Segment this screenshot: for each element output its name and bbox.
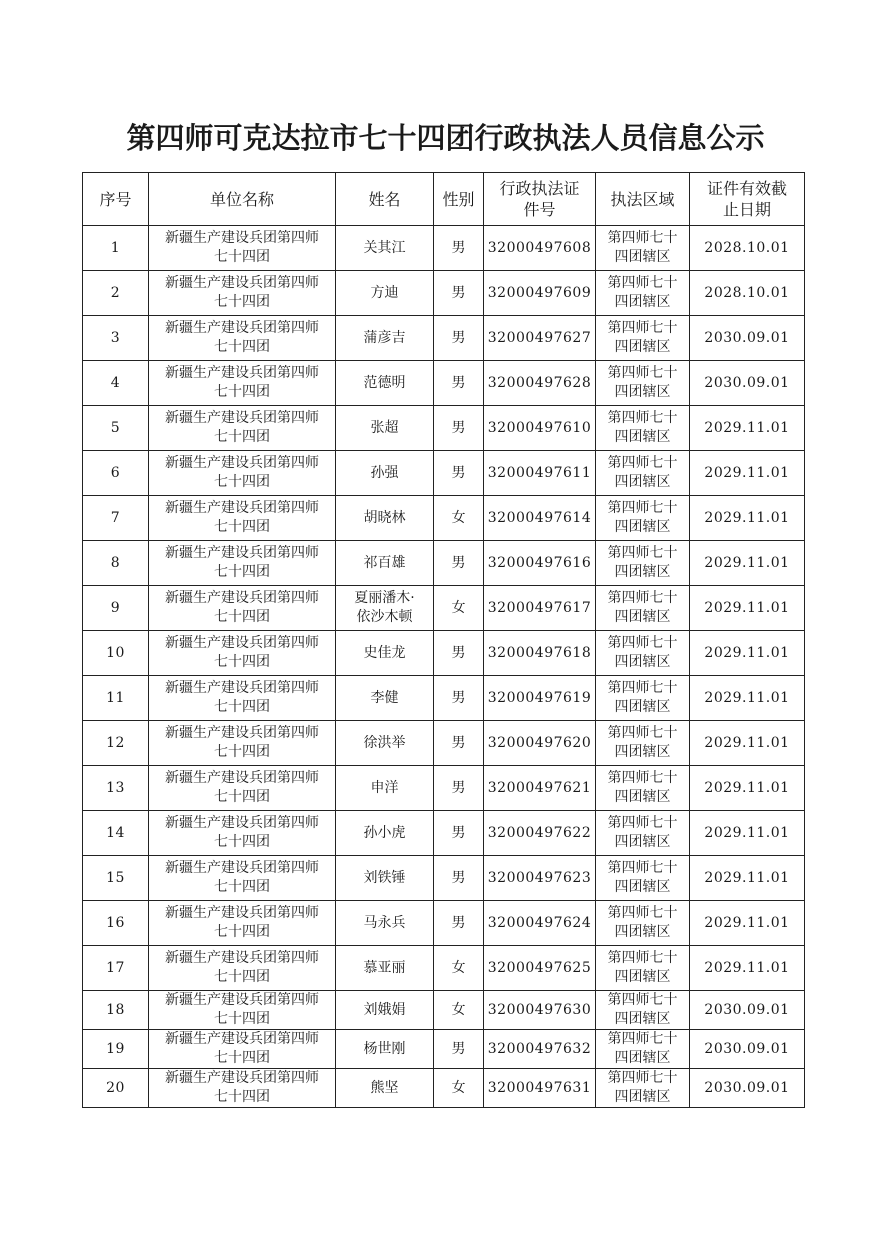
cell-unit	[149, 901, 336, 946]
personnel-table	[82, 172, 805, 1108]
table-row	[83, 271, 805, 316]
cell-name-line1: 史佳龙	[363, 644, 406, 661]
cell-area-line1: 第四师七十	[607, 860, 678, 876]
cell-name-line1: 范德明	[363, 374, 406, 391]
cell-area	[596, 226, 690, 271]
cell-unit-line1: 新疆生产建设兵团第四师	[165, 770, 319, 786]
cell-seq: 18	[83, 991, 149, 1030]
table-row	[83, 811, 805, 856]
cell-cert-number: 32000497617	[484, 586, 596, 631]
cell-cert-number: 32000497610	[484, 406, 596, 451]
cell-area	[596, 541, 690, 586]
cell-area	[596, 946, 690, 991]
cell-area-line1: 第四师七十	[607, 635, 678, 651]
cell-area-line1: 第四师七十	[607, 680, 678, 696]
cell-area-line1: 第四师七十	[607, 275, 678, 291]
cell-seq: 19	[83, 1030, 149, 1069]
cell-area	[596, 586, 690, 631]
cell-name	[336, 226, 434, 271]
cell-area-line2: 四团辖区	[614, 834, 671, 850]
page-title: 第四师可克达拉市七十四团行政执法人员信息公示	[126, 121, 765, 155]
cell-cert-number: 32000497631	[484, 1069, 596, 1108]
cell-cert-number: 32000497623	[484, 856, 596, 901]
cell-seq: 12	[83, 721, 149, 766]
cell-name-line2: 依沙木顿	[356, 609, 413, 625]
cell-name	[336, 271, 434, 316]
cell-name	[336, 361, 434, 406]
cell-name-line1: 方迪	[370, 284, 399, 301]
cell-cert-number: 32000497609	[484, 271, 596, 316]
cell-unit-line2: 七十四团	[214, 654, 270, 670]
header-cert	[484, 173, 596, 226]
cell-unit	[149, 226, 336, 271]
cell-name	[336, 721, 434, 766]
cell-area-line1: 第四师七十	[607, 500, 678, 516]
cell-cert-number: 32000497622	[484, 811, 596, 856]
cell-seq: 1	[83, 226, 149, 271]
cell-sex: 女	[434, 496, 484, 541]
cell-area	[596, 631, 690, 676]
header-valid-line2: 止日期	[722, 200, 771, 219]
cell-name-line1: 孙强	[370, 464, 399, 481]
cell-unit	[149, 586, 336, 631]
cell-area	[596, 316, 690, 361]
cell-unit-line2: 七十四团	[214, 384, 270, 400]
cell-area-line2: 四团辖区	[614, 1050, 671, 1066]
cell-area-line2: 四团辖区	[614, 969, 671, 985]
cell-sex: 男	[434, 811, 484, 856]
table-row	[83, 676, 805, 721]
table-row	[83, 1069, 805, 1108]
cell-area	[596, 901, 690, 946]
header-valid-date	[690, 173, 805, 226]
table-row	[83, 901, 805, 946]
cell-cert-number: 32000497620	[484, 721, 596, 766]
cell-area-line2: 四团辖区	[614, 339, 671, 355]
table-row	[83, 721, 805, 766]
cell-valid-date: 2029.11.01	[690, 676, 805, 721]
cell-unit	[149, 316, 336, 361]
cell-seq: 2	[83, 271, 149, 316]
cell-name-line1: 申洋	[370, 779, 399, 796]
cell-unit-line2: 七十四团	[214, 474, 270, 490]
cell-valid-date: 2030.09.01	[690, 1030, 805, 1069]
cell-unit	[149, 991, 336, 1030]
cell-area-line1: 第四师七十	[607, 950, 678, 966]
cell-cert-number: 32000497619	[484, 676, 596, 721]
cell-area-line1: 第四师七十	[607, 410, 678, 426]
cell-unit-line1: 新疆生产建设兵团第四师	[165, 230, 319, 246]
cell-unit-line2: 七十四团	[214, 249, 270, 265]
cell-seq: 10	[83, 631, 149, 676]
cell-cert-number: 32000497621	[484, 766, 596, 811]
cell-name-line1: 关其江	[363, 239, 406, 256]
cell-name	[336, 856, 434, 901]
cell-area	[596, 811, 690, 856]
cell-area	[596, 856, 690, 901]
cell-sex: 女	[434, 946, 484, 991]
cell-unit	[149, 631, 336, 676]
table-body	[83, 226, 805, 1108]
cell-unit-line2: 七十四团	[214, 519, 270, 535]
cell-valid-date: 2029.11.01	[690, 766, 805, 811]
cell-sex: 男	[434, 451, 484, 496]
cell-name	[336, 811, 434, 856]
cell-name-line1: 杨世刚	[363, 1040, 406, 1057]
cell-area-line1: 第四师七十	[607, 725, 678, 741]
cell-sex: 男	[434, 1030, 484, 1069]
cell-area	[596, 991, 690, 1030]
cell-unit	[149, 451, 336, 496]
cell-area-line2: 四团辖区	[614, 609, 671, 625]
cell-unit	[149, 811, 336, 856]
cell-cert-number: 32000497608	[484, 226, 596, 271]
cell-area-line1: 第四师七十	[607, 1070, 678, 1086]
cell-unit-line2: 七十四团	[214, 564, 270, 580]
header-valid-line1: 证件有效截	[706, 179, 787, 198]
cell-unit	[149, 721, 336, 766]
cell-cert-number: 32000497625	[484, 946, 596, 991]
cell-area-line2: 四团辖区	[614, 1011, 671, 1027]
cell-valid-date: 2030.09.01	[690, 316, 805, 361]
cell-area-line1: 第四师七十	[607, 455, 678, 471]
cell-cert-number: 32000497624	[484, 901, 596, 946]
cell-unit-line1: 新疆生产建设兵团第四师	[165, 1070, 319, 1086]
cell-unit-line1: 新疆生产建设兵团第四师	[165, 545, 319, 561]
cell-valid-date: 2030.09.01	[690, 1069, 805, 1108]
cell-name	[336, 316, 434, 361]
cell-cert-number: 32000497614	[484, 496, 596, 541]
cell-sex: 男	[434, 856, 484, 901]
cell-area-line2: 四团辖区	[614, 519, 671, 535]
cell-area-line2: 四团辖区	[614, 699, 671, 715]
table-row	[83, 496, 805, 541]
cell-sex: 女	[434, 1069, 484, 1108]
cell-valid-date: 2030.09.01	[690, 991, 805, 1030]
cell-name	[336, 451, 434, 496]
cell-area-line1: 第四师七十	[607, 815, 678, 831]
cell-seq: 20	[83, 1069, 149, 1108]
cell-name	[336, 1030, 434, 1069]
cell-sex: 男	[434, 766, 484, 811]
cell-valid-date: 2029.11.01	[690, 946, 805, 991]
cell-unit-line2: 七十四团	[214, 789, 270, 805]
cell-valid-date: 2029.11.01	[690, 901, 805, 946]
cell-name-line1: 胡晓林	[363, 509, 406, 526]
cell-unit-line1: 新疆生产建设兵团第四师	[165, 815, 319, 831]
cell-name	[336, 766, 434, 811]
cell-area	[596, 361, 690, 406]
cell-unit-line1: 新疆生产建设兵团第四师	[165, 860, 319, 876]
cell-area-line1: 第四师七十	[607, 545, 678, 561]
cell-valid-date: 2028.10.01	[690, 271, 805, 316]
cell-name	[336, 586, 434, 631]
cell-name-line1: 夏丽潘木·	[354, 590, 415, 606]
cell-unit-line2: 七十四团	[214, 1050, 270, 1066]
cell-area-line2: 四团辖区	[614, 294, 671, 310]
cell-seq: 11	[83, 676, 149, 721]
cell-sex: 男	[434, 676, 484, 721]
header-cert-line2: 件号	[523, 200, 556, 219]
cell-unit-line1: 新疆生产建设兵团第四师	[165, 680, 319, 696]
cell-name	[336, 946, 434, 991]
cell-unit-line1: 新疆生产建设兵团第四师	[165, 275, 319, 291]
cell-sex: 男	[434, 271, 484, 316]
cell-unit-line1: 新疆生产建设兵团第四师	[165, 590, 319, 606]
header-name: 姓名	[336, 173, 434, 226]
table-row	[83, 451, 805, 496]
cell-area-line2: 四团辖区	[614, 654, 671, 670]
table-row	[83, 856, 805, 901]
cell-unit-line1: 新疆生产建设兵团第四师	[165, 500, 319, 516]
cell-area-line2: 四团辖区	[614, 924, 671, 940]
cell-area-line2: 四团辖区	[614, 879, 671, 895]
cell-unit	[149, 946, 336, 991]
cell-unit-line2: 七十四团	[214, 1089, 270, 1105]
cell-area	[596, 1069, 690, 1108]
cell-area	[596, 676, 690, 721]
cell-valid-date: 2029.11.01	[690, 406, 805, 451]
cell-valid-date: 2029.11.01	[690, 496, 805, 541]
header-area: 执法区域	[596, 173, 690, 226]
table-row	[83, 946, 805, 991]
cell-area	[596, 406, 690, 451]
cell-name	[336, 496, 434, 541]
cell-name-line1: 徐洪举	[363, 734, 406, 751]
cell-area-line2: 四团辖区	[614, 249, 671, 265]
cell-name-line1: 熊坚	[370, 1079, 399, 1096]
cell-cert-number: 32000497630	[484, 991, 596, 1030]
cell-unit-line1: 新疆生产建设兵团第四师	[165, 950, 319, 966]
cell-seq: 3	[83, 316, 149, 361]
table-row	[83, 631, 805, 676]
table-row	[83, 1030, 805, 1069]
cell-unit-line2: 七十四团	[214, 1011, 270, 1027]
cell-unit-line2: 七十四团	[214, 834, 270, 850]
table-row	[83, 361, 805, 406]
cell-area-line1: 第四师七十	[607, 905, 678, 921]
cell-area-line1: 第四师七十	[607, 992, 678, 1008]
cell-unit-line1: 新疆生产建设兵团第四师	[165, 410, 319, 426]
cell-sex: 男	[434, 721, 484, 766]
cell-name-line1: 祁百雄	[363, 554, 406, 571]
cell-area-line2: 四团辖区	[614, 1089, 671, 1105]
cell-unit	[149, 406, 336, 451]
cell-sex: 男	[434, 541, 484, 586]
cell-unit	[149, 766, 336, 811]
cell-unit-line2: 七十四团	[214, 339, 270, 355]
cell-area	[596, 496, 690, 541]
cell-unit	[149, 361, 336, 406]
cell-area-line1: 第四师七十	[607, 320, 678, 336]
cell-unit-line2: 七十四团	[214, 609, 270, 625]
cell-name	[336, 1069, 434, 1108]
header-unit: 单位名称	[149, 173, 336, 226]
cell-seq: 14	[83, 811, 149, 856]
cell-name	[336, 991, 434, 1030]
cell-area-line1: 第四师七十	[607, 230, 678, 246]
cell-name	[336, 541, 434, 586]
cell-seq: 6	[83, 451, 149, 496]
cell-unit-line2: 七十四团	[214, 429, 270, 445]
cell-area	[596, 1030, 690, 1069]
cell-name-line1: 李健	[370, 689, 399, 706]
cell-area-line2: 四团辖区	[614, 429, 671, 445]
cell-unit-line1: 新疆生产建设兵团第四师	[165, 455, 319, 471]
cell-name	[336, 631, 434, 676]
table-header-row	[83, 173, 805, 226]
cell-area	[596, 271, 690, 316]
cell-unit-line1: 新疆生产建设兵团第四师	[165, 635, 319, 651]
cell-name-line1: 马永兵	[363, 914, 406, 931]
cell-valid-date: 2029.11.01	[690, 856, 805, 901]
cell-cert-number: 32000497616	[484, 541, 596, 586]
cell-area	[596, 451, 690, 496]
cell-name-line1: 孙小虎	[363, 824, 406, 841]
cell-unit-line2: 七十四团	[214, 744, 270, 760]
table-row	[83, 541, 805, 586]
cell-valid-date: 2029.11.01	[690, 451, 805, 496]
cell-sex: 男	[434, 226, 484, 271]
cell-unit	[149, 676, 336, 721]
cell-sex: 女	[434, 991, 484, 1030]
cell-name-line1: 刘铁锤	[363, 869, 406, 886]
cell-unit	[149, 496, 336, 541]
cell-seq: 7	[83, 496, 149, 541]
cell-unit-line1: 新疆生产建设兵团第四师	[165, 905, 319, 921]
cell-seq: 8	[83, 541, 149, 586]
header-seq: 序号	[83, 173, 149, 226]
cell-valid-date: 2029.11.01	[690, 631, 805, 676]
cell-name-line1: 刘娥娟	[363, 1001, 406, 1018]
cell-name-line1: 慕亚丽	[363, 959, 406, 976]
cell-area-line2: 四团辖区	[614, 789, 671, 805]
cell-name	[336, 676, 434, 721]
cell-cert-number: 32000497632	[484, 1030, 596, 1069]
header-sex: 性别	[434, 173, 484, 226]
cell-valid-date: 2029.11.01	[690, 586, 805, 631]
header-cert-line1: 行政执法证	[499, 179, 580, 198]
cell-seq: 17	[83, 946, 149, 991]
cell-seq: 5	[83, 406, 149, 451]
cell-area	[596, 766, 690, 811]
table-row	[83, 991, 805, 1030]
cell-sex: 男	[434, 316, 484, 361]
cell-unit	[149, 1069, 336, 1108]
cell-unit	[149, 1030, 336, 1069]
cell-unit-line1: 新疆生产建设兵团第四师	[165, 725, 319, 741]
cell-seq: 4	[83, 361, 149, 406]
cell-sex: 男	[434, 406, 484, 451]
cell-seq: 15	[83, 856, 149, 901]
cell-area-line2: 四团辖区	[614, 474, 671, 490]
cell-unit-line1: 新疆生产建设兵团第四师	[165, 992, 319, 1008]
cell-unit-line2: 七十四团	[214, 924, 270, 940]
cell-area-line1: 第四师七十	[607, 770, 678, 786]
cell-seq: 13	[83, 766, 149, 811]
cell-sex: 男	[434, 631, 484, 676]
cell-area-line2: 四团辖区	[614, 564, 671, 580]
cell-unit	[149, 856, 336, 901]
cell-unit-line2: 七十四团	[214, 969, 270, 985]
cell-unit	[149, 271, 336, 316]
table-row	[83, 766, 805, 811]
cell-sex: 女	[434, 586, 484, 631]
cell-valid-date: 2029.11.01	[690, 721, 805, 766]
cell-area-line1: 第四师七十	[607, 365, 678, 381]
cell-name	[336, 901, 434, 946]
table-row	[83, 586, 805, 631]
cell-valid-date: 2030.09.01	[690, 361, 805, 406]
cell-area	[596, 721, 690, 766]
cell-sex: 男	[434, 361, 484, 406]
table-row	[83, 316, 805, 361]
cell-area-line1: 第四师七十	[607, 1031, 678, 1047]
cell-cert-number: 32000497611	[484, 451, 596, 496]
table-row	[83, 406, 805, 451]
cell-cert-number: 32000497628	[484, 361, 596, 406]
cell-cert-number: 32000497618	[484, 631, 596, 676]
cell-area-line2: 四团辖区	[614, 744, 671, 760]
cell-valid-date: 2028.10.01	[690, 226, 805, 271]
cell-unit-line1: 新疆生产建设兵团第四师	[165, 365, 319, 381]
cell-seq: 16	[83, 901, 149, 946]
cell-name-line1: 蒲彦吉	[363, 329, 406, 346]
cell-seq: 9	[83, 586, 149, 631]
cell-cert-number: 32000497627	[484, 316, 596, 361]
cell-valid-date: 2029.11.01	[690, 811, 805, 856]
cell-area-line2: 四团辖区	[614, 384, 671, 400]
cell-unit-line2: 七十四团	[214, 294, 270, 310]
cell-unit-line2: 七十四团	[214, 699, 270, 715]
cell-name	[336, 406, 434, 451]
cell-unit-line2: 七十四团	[214, 879, 270, 895]
cell-valid-date: 2029.11.01	[690, 541, 805, 586]
cell-area-line1: 第四师七十	[607, 590, 678, 606]
table-row	[83, 226, 805, 271]
cell-unit	[149, 541, 336, 586]
cell-unit-line1: 新疆生产建设兵团第四师	[165, 1031, 319, 1047]
cell-name-line1: 张超	[370, 419, 399, 436]
cell-unit-line1: 新疆生产建设兵团第四师	[165, 320, 319, 336]
cell-sex: 男	[434, 901, 484, 946]
